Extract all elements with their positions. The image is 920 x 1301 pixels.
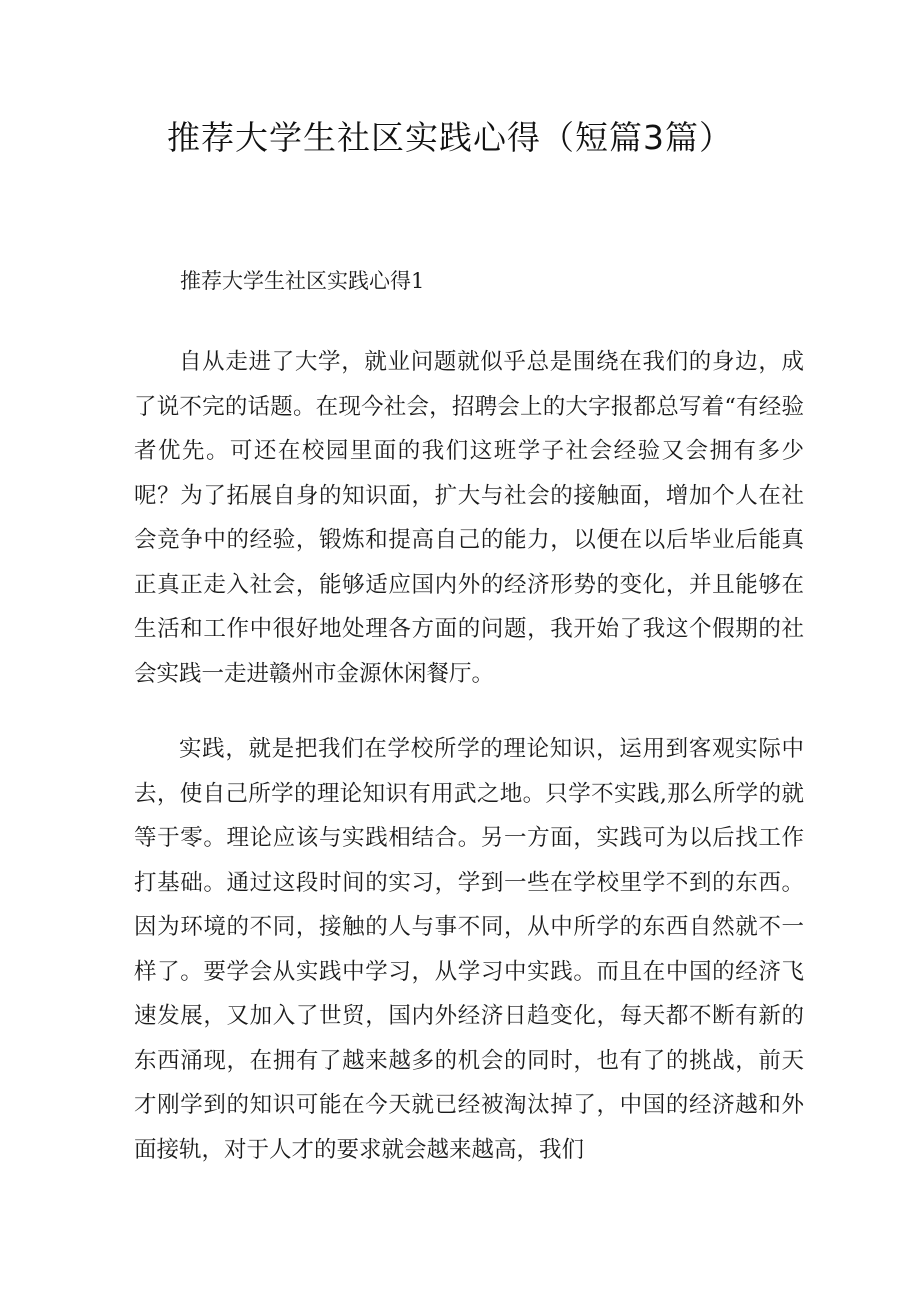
section-heading: 推荐大学生社区实践心得1 xyxy=(180,269,425,293)
body-paragraph: 自从走进了大学，就业问题就似乎总是围绕在我们的身边，成了说不完的话题。在现今社会，招聘会上的大字报都总写着“有经验者优先。可还在校园里面的我们这班学子社会经验又会拥有多少呢？为了拓展自身的知识面，扩大与社会的接触面，增加个人在社会竞争中的经验，锻炼和提高自己的能力，以便在以后毕业后能真正真正走入社会，能够适应国内外的经济形势的变化，并且能够在生活和工作中很好地处理各方面的问题，我开始了我这个假期的社会实践一走进赣州市金源休闲餐厅。 xyxy=(134,349,804,687)
body-paragraph: 实践，就是把我们在学校所学的理论知识，运用到客观实际中去，使自己所学的理论知识有用武之地。只学不实践,那么所学的就等于零。理论应该与实践相结合。另一方面，实践可为以后找工作打基础。通过这段时间的实习，学到一些在学校里学不到的东西。因为环境的不同，接触的人与事不同，从中所学的东西自然就不一样了。要学会从实践中学习，从学习中实践。而且在中国的经济飞速发展，又加入了世贸，国内外经济日趋变化，每天都不断有新的东西涌现，在拥有了越来越多的机会的同时，也有了的挑战，前天才刚学到的知识可能在今天就已经被淘汰掉了，中国的经济越和外面接轨，对于人才的要求就会越来越高，我们 xyxy=(134,736,804,1163)
document-title: 推荐大学生社区实践心得（短篇3篇） xyxy=(167,118,733,157)
